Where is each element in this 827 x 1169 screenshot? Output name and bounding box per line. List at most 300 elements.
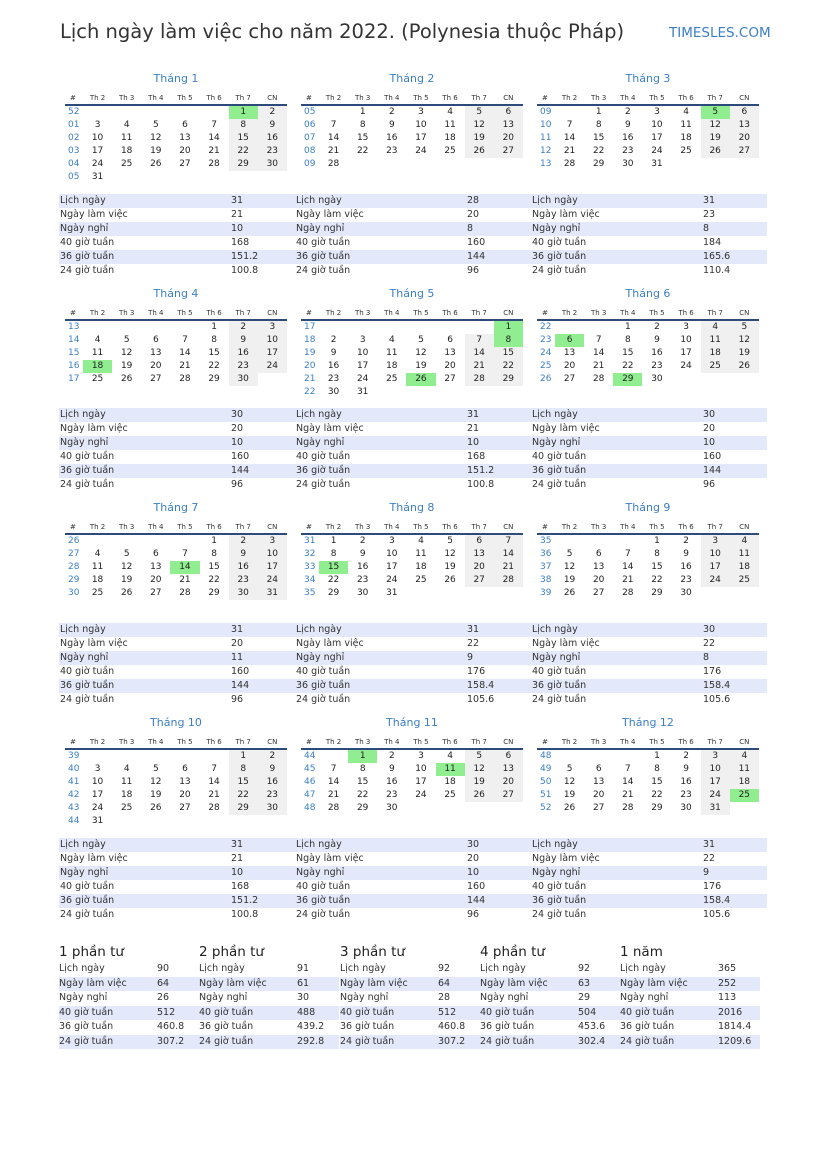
weekday-label: CN [267, 738, 278, 746]
day-cell: 4 [730, 535, 759, 548]
weekday-header [537, 92, 759, 106]
day-cell: 8 [359, 764, 366, 774]
day-cell: 22 [327, 575, 340, 585]
day-cell: 5 [465, 750, 494, 763]
day-cell: 16 [386, 133, 398, 143]
weekday-label: Th 4 [384, 523, 400, 531]
stat-value: 96 [231, 479, 244, 490]
week-row [65, 574, 287, 587]
stat-row [295, 894, 531, 908]
weekday-label: Th 3 [118, 309, 135, 317]
week-number: 17 [304, 322, 316, 332]
weekday-label: Th 6 [442, 94, 458, 102]
summary-label: 24 giờ tuần [480, 1035, 535, 1047]
week-row [65, 321, 287, 334]
weekday-label: # [542, 309, 548, 317]
empty-cell [465, 386, 494, 399]
day-cell: 21 [563, 146, 576, 156]
empty-cell [200, 815, 229, 828]
month-title: Tháng 3 [625, 72, 671, 85]
summary-rows [59, 962, 199, 1049]
stat-row [59, 464, 295, 478]
week-row [537, 158, 759, 171]
week-row [537, 106, 759, 119]
weekday-label: Th 2 [325, 738, 342, 746]
day-cell: 14 [327, 777, 340, 787]
week-number: 18 [304, 335, 316, 345]
day-cell: 18 [386, 361, 398, 371]
stat-value: 22 [703, 638, 716, 649]
stat-label: Lịch ngày [532, 624, 578, 635]
summary-row [340, 1006, 480, 1021]
stat-row [59, 866, 295, 880]
month-title: Tháng 4 [153, 287, 199, 300]
empty-cell [406, 158, 435, 171]
month-title: Tháng 8 [389, 501, 435, 514]
stat-value: 100.8 [231, 265, 259, 276]
week-number: 01 [68, 120, 80, 130]
week-row [537, 334, 759, 347]
weekday-header [537, 307, 759, 321]
day-cell: 10 [680, 335, 692, 345]
stat-row [531, 464, 767, 478]
month-calendar [301, 716, 523, 815]
week-row [301, 763, 523, 776]
day-cell: 20 [563, 361, 576, 371]
week-number: 52 [68, 107, 80, 117]
day-cell: 17 [91, 146, 104, 156]
stat-label: 40 giờ tuần [60, 237, 115, 248]
day-cell: 22 [651, 790, 663, 800]
day-cell: 31 [258, 587, 287, 600]
empty-cell [170, 106, 199, 119]
day-cell: 24 [680, 361, 692, 371]
summary-label: 24 giờ tuần [340, 1035, 395, 1047]
day-cell: 18 [91, 575, 104, 585]
day-cell: 9 [683, 549, 689, 559]
summary-title: 4 phần tư [480, 944, 545, 960]
day-cell: 29 [229, 158, 258, 171]
stat-value: 9 [703, 867, 710, 878]
stat-row [59, 665, 295, 679]
day-cell: 25 [701, 360, 730, 373]
day-cell: 26 [730, 360, 759, 373]
summary-value: 488 [297, 1006, 316, 1018]
week-row [65, 132, 287, 145]
summary-value: 1209.6 [718, 1035, 752, 1047]
week-number: 19 [304, 348, 316, 358]
holiday-cell: 8 [494, 334, 523, 347]
day-cell: 15 [356, 777, 369, 787]
stat-value: 31 [467, 624, 480, 635]
day-cell: 25 [444, 146, 456, 156]
empty-cell [613, 535, 642, 548]
weekday-label: Th 7 [235, 523, 251, 531]
day-cell: 14 [179, 348, 191, 358]
day-cell: 12 [150, 777, 162, 787]
day-cell: 23 [386, 146, 398, 156]
day-cell: 15 [208, 562, 220, 572]
day-cell: 2 [388, 107, 395, 117]
holiday-cell: 6 [555, 334, 584, 347]
week-row [537, 763, 759, 776]
month-calendar [537, 72, 759, 171]
week-row [301, 548, 523, 561]
summary-row [340, 977, 480, 992]
day-cell: 25 [91, 374, 104, 384]
week-number: 21 [304, 374, 316, 384]
stat-label: Ngày làm việc [532, 209, 600, 220]
day-cell: 25 [386, 374, 398, 384]
stat-row [59, 693, 295, 707]
day-cell: 29 [592, 159, 605, 169]
brand-link[interactable]: TIMESLES.COM [669, 25, 771, 41]
day-cell: 15 [229, 132, 258, 145]
day-cell: 18 [444, 133, 456, 143]
stat-row [295, 908, 531, 922]
day-cell: 30 [258, 802, 287, 815]
summary-label: 36 giờ tuần [480, 1021, 535, 1032]
empty-cell [319, 321, 348, 334]
empty-cell [436, 587, 465, 600]
weekday-label: CN [739, 94, 750, 102]
weekday-label: CN [739, 309, 750, 317]
day-cell: 21 [179, 361, 191, 371]
day-cell: 10 [91, 133, 104, 143]
empty-cell [141, 535, 170, 548]
summary-label: Ngày làm việc [340, 977, 408, 989]
summary-row [59, 962, 199, 977]
stat-label: Ngày làm việc [296, 853, 364, 864]
stat-value: 160 [467, 237, 486, 248]
empty-cell [141, 815, 170, 828]
month-title: Tháng 7 [153, 501, 199, 514]
holiday-cell: 1 [348, 750, 377, 763]
stat-label: 24 giờ tuần [60, 265, 115, 276]
week-row [65, 802, 287, 815]
day-cell: 2 [359, 536, 366, 546]
day-cell: 30 [386, 803, 398, 813]
day-cell: 5 [152, 120, 159, 130]
day-cell: 22 [229, 145, 258, 158]
day-cell: 15 [208, 348, 220, 358]
weekday-label: # [306, 523, 312, 531]
empty-cell [170, 535, 199, 548]
week-row [301, 119, 523, 132]
day-cell: 3 [359, 335, 366, 345]
week-number: 17 [68, 374, 80, 384]
weekday-label: Th 4 [384, 738, 400, 746]
stat-label: 40 giờ tuần [296, 451, 351, 462]
weekday-header [537, 521, 759, 535]
month-title: Tháng 12 [622, 716, 674, 729]
empty-cell [377, 386, 406, 399]
day-cell: 23 [680, 790, 692, 800]
empty-cell [83, 321, 112, 334]
summary-row [340, 1035, 480, 1050]
week-number: 13 [68, 322, 80, 332]
day-cell: 25 [730, 574, 759, 587]
empty-cell [465, 321, 494, 334]
week-number: 23 [540, 335, 552, 345]
week-row [301, 386, 523, 399]
day-cell: 24 [91, 159, 104, 169]
day-cell: 30 [356, 588, 369, 598]
day-cell: 9 [654, 335, 660, 345]
stat-label: 36 giờ tuần [532, 895, 587, 906]
summary-row [480, 1006, 620, 1021]
month-title: Tháng 10 [150, 716, 202, 729]
weekday-label: CN [267, 309, 278, 317]
summary-label: 40 giờ tuần [199, 1006, 254, 1018]
day-cell: 25 [91, 588, 104, 598]
day-cell: 12 [444, 549, 456, 559]
week-row [65, 171, 287, 184]
holiday-cell: 14 [170, 561, 199, 574]
stat-value: 10 [467, 867, 480, 878]
stat-label: 40 giờ tuần [296, 881, 351, 892]
weekday-label: Th 5 [177, 94, 193, 102]
summary-row [199, 1006, 339, 1021]
day-cell: 5 [730, 321, 759, 334]
stat-value: 22 [703, 853, 716, 864]
weekday-label: # [306, 309, 312, 317]
week-number: 30 [68, 588, 80, 598]
week-number: 48 [540, 751, 552, 761]
day-cell: 29 [651, 803, 663, 813]
week-row [65, 561, 287, 574]
weekday-label: Th 7 [235, 738, 251, 746]
day-cell: 12 [150, 133, 162, 143]
stat-label: Ngày làm việc [60, 209, 128, 220]
day-cell: 18 [730, 776, 759, 789]
day-cell: 5 [566, 549, 573, 559]
day-cell: 1 [211, 322, 217, 332]
stat-label: 36 giờ tuần [296, 680, 351, 691]
weekday-label: Th 6 [442, 738, 458, 746]
month-stats [295, 194, 531, 278]
day-cell: 23 [229, 574, 258, 587]
stat-value: 158.4 [703, 895, 731, 906]
day-cell: 19 [563, 575, 576, 585]
summary-value: 61 [297, 977, 310, 989]
stat-label: 24 giờ tuần [532, 909, 587, 920]
week-number: 44 [304, 751, 316, 761]
summary-value: 1814.4 [718, 1021, 752, 1032]
day-cell: 28 [494, 574, 523, 587]
day-cell: 10 [651, 120, 663, 130]
day-cell: 23 [651, 361, 663, 371]
day-cell: 7 [624, 549, 631, 559]
day-cell: 17 [356, 361, 369, 371]
summary-label: 40 giờ tuần [340, 1006, 395, 1018]
stat-value: 176 [703, 666, 722, 677]
day-cell: 3 [94, 764, 101, 774]
weekday-label: Th 6 [206, 738, 222, 746]
day-cell: 30 [229, 587, 258, 600]
stat-label: Ngày nghỉ [532, 223, 581, 234]
week-row [301, 373, 523, 386]
summary-label: Ngày nghỉ [480, 992, 529, 1003]
day-cell: 16 [651, 348, 663, 358]
weekday-label: Th 2 [325, 94, 342, 102]
week-row [65, 548, 287, 561]
day-cell: 20 [465, 561, 494, 574]
empty-cell [112, 321, 141, 334]
day-cell: 21 [208, 790, 220, 800]
day-cell: 21 [465, 360, 494, 373]
holiday-cell: 26 [406, 373, 435, 386]
stat-row [59, 908, 295, 922]
summary-value: 504 [578, 1006, 597, 1018]
day-cell: 11 [730, 548, 759, 561]
empty-cell [258, 373, 287, 386]
week-number: 43 [68, 803, 80, 813]
stat-value: 21 [231, 853, 244, 864]
stat-label: Ngày nghỉ [296, 867, 345, 878]
day-cell: 28 [179, 588, 191, 598]
weekday-label: Th 3 [118, 738, 135, 746]
stat-value: 30 [703, 409, 716, 420]
stat-label: Ngày nghỉ [532, 867, 581, 878]
day-cell: 6 [152, 549, 159, 559]
day-cell: 14 [622, 777, 634, 787]
weekday-label: Th 2 [325, 523, 342, 531]
month-title: Tháng 1 [153, 72, 199, 85]
week-number: 10 [540, 120, 552, 130]
day-cell: 16 [229, 561, 258, 574]
weekday-label: Th 4 [384, 94, 400, 102]
empty-cell [494, 158, 523, 171]
empty-cell [112, 171, 141, 184]
week-row [537, 750, 759, 763]
stat-label: Lịch ngày [532, 839, 578, 850]
weekday-label: Th 7 [471, 523, 487, 531]
stat-label: 36 giờ tuần [60, 465, 115, 476]
weekday-label: Th 5 [413, 738, 429, 746]
week-row [65, 347, 287, 360]
summary-row [59, 1006, 199, 1021]
empty-cell [494, 802, 523, 815]
weekday-label: Th 7 [235, 94, 251, 102]
summary-value: 64 [157, 977, 170, 989]
day-cell: 18 [701, 347, 730, 360]
day-cell: 26 [120, 588, 133, 598]
day-cell: 18 [120, 790, 133, 800]
stat-row [59, 408, 295, 422]
stat-label: 24 giờ tuần [532, 479, 587, 490]
summary-value: 307.2 [438, 1035, 466, 1047]
summary-label: 36 giờ tuần [59, 1021, 114, 1032]
day-cell: 6 [182, 764, 188, 774]
day-cell: 27 [444, 374, 456, 384]
weekday-label: Th 5 [413, 309, 429, 317]
empty-cell [465, 802, 494, 815]
weekday-label: # [542, 94, 548, 102]
weekday-label: CN [267, 523, 278, 531]
empty-cell [112, 106, 141, 119]
day-cell: 22 [651, 575, 663, 585]
summary-row [480, 1020, 620, 1035]
summary-label: 36 giờ tuần [340, 1021, 395, 1032]
stat-row [531, 236, 767, 250]
day-cell: 16 [258, 132, 287, 145]
weekday-label: Th 4 [148, 94, 164, 102]
summary-value: 63 [578, 977, 591, 989]
day-cell: 28 [208, 159, 220, 169]
day-cell: 5 [418, 335, 424, 345]
month-calendar [65, 287, 287, 386]
summary-label: Ngày nghỉ [59, 992, 108, 1003]
week-number: 26 [540, 374, 552, 384]
empty-cell [319, 106, 348, 119]
week-number: 26 [68, 536, 80, 546]
stat-value: 31 [703, 195, 716, 206]
stat-row [295, 880, 531, 894]
day-cell: 24 [258, 360, 287, 373]
empty-cell [555, 750, 584, 763]
stat-row [531, 623, 767, 637]
month-calendar [301, 501, 523, 600]
day-cell: 26 [150, 159, 162, 169]
day-cell: 13 [494, 119, 523, 132]
stat-value: 168 [231, 237, 250, 248]
week-number: 39 [540, 588, 552, 598]
empty-cell [555, 535, 584, 548]
empty-cell [83, 106, 112, 119]
day-cell: 2 [258, 106, 287, 119]
week-row [65, 763, 287, 776]
stat-value: 160 [703, 451, 722, 462]
day-cell: 25 [680, 146, 692, 156]
day-cell: 5 [123, 335, 130, 345]
summary-row [620, 1035, 760, 1050]
week-row [537, 145, 759, 158]
summary-label: 40 giờ tuần [480, 1006, 535, 1018]
weekday-label: Th 3 [354, 94, 371, 102]
weekday-label: Th 3 [118, 523, 135, 531]
weekday-label: Th 4 [384, 309, 400, 317]
day-cell: 28 [179, 374, 191, 384]
stat-row [59, 450, 295, 464]
empty-cell [406, 802, 435, 815]
summary-value: 29 [578, 992, 591, 1003]
week-number: 34 [304, 575, 316, 585]
stat-row [295, 679, 531, 693]
day-cell: 3 [418, 107, 424, 117]
stat-row [59, 422, 295, 436]
day-cell: 15 [494, 347, 523, 360]
day-cell: 8 [359, 120, 366, 130]
empty-cell [613, 750, 642, 763]
stat-row [295, 408, 531, 422]
empty-cell [319, 750, 348, 763]
day-cell: 17 [415, 777, 427, 787]
day-cell: 9 [330, 348, 337, 358]
weekday-label: Th 6 [678, 94, 694, 102]
stat-value: 9 [467, 652, 474, 663]
summary-label: 24 giờ tuần [59, 1035, 114, 1047]
stat-row [59, 894, 295, 908]
stat-value: 8 [467, 223, 474, 234]
day-cell: 29 [651, 588, 663, 598]
week-row [537, 776, 759, 789]
stat-row [295, 422, 531, 436]
weekday-label: Th 2 [325, 309, 342, 317]
day-cell: 16 [622, 133, 634, 143]
empty-cell [141, 750, 170, 763]
stat-row [531, 880, 767, 894]
